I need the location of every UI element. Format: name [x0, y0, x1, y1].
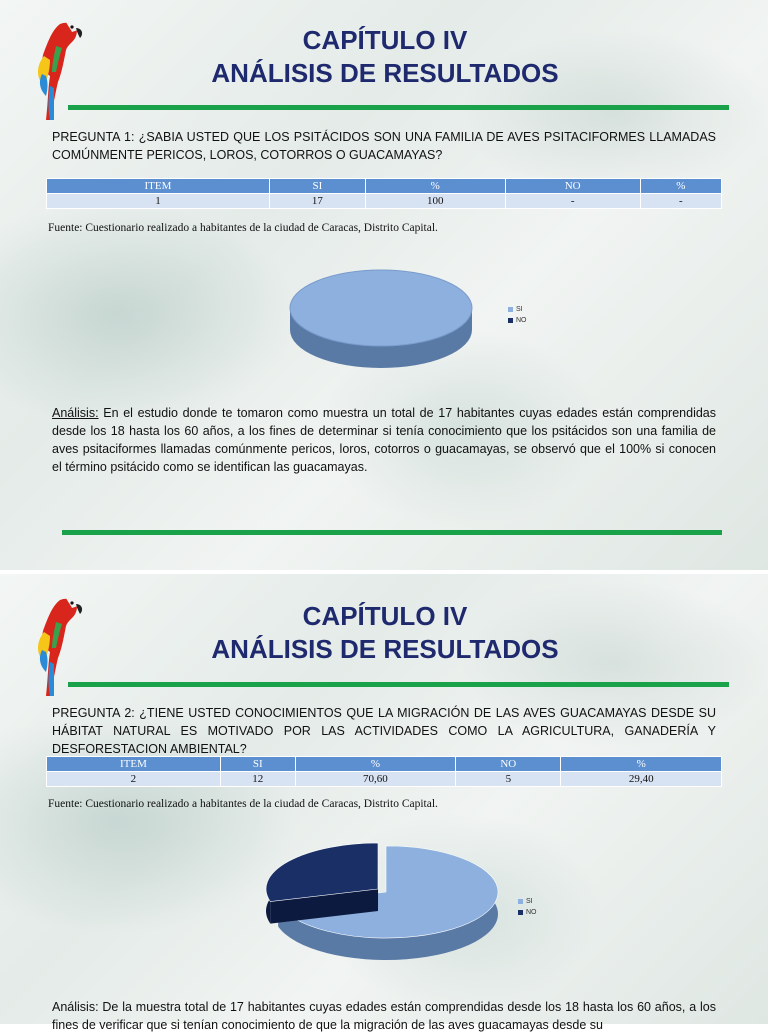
legend-label: NO: [526, 909, 537, 916]
header-cell: %: [295, 757, 456, 772]
table-cell: 2: [47, 772, 221, 787]
header-cell: SI: [269, 179, 365, 194]
header-cell: %: [640, 179, 721, 194]
pie-slice-no: [266, 843, 378, 924]
table-cell: 17: [269, 194, 365, 209]
page-title: [130, 24, 640, 90]
pie-chart-2: [258, 840, 508, 966]
table-header-row: [47, 179, 722, 194]
source-note: Fuente: Cuestionario realizado a habitantes de la ciudad de Caracas, Distrito Capital.: [48, 798, 438, 810]
page-title: [130, 600, 640, 666]
table-cell: -: [640, 194, 721, 209]
bottom-divider: [62, 530, 722, 535]
title-line-2: ANÁLISIS DE RESULTADOS: [211, 634, 559, 664]
title-divider: [68, 105, 729, 110]
legend-item-si: [518, 896, 537, 907]
slide-2: [0, 574, 768, 1032]
source-note: Fuente: Cuestionario realizado a habitantes de la ciudad de Caracas, Distrito Capital.: [48, 222, 438, 234]
table-cell: -: [505, 194, 640, 209]
table-row: [47, 772, 722, 787]
analysis-text: En el estudio donde te tomaron como muestra un total de 17 habitantes cuyas edades están comprendidas desde los 18 hasta los 60 años, a los fines de determinar si tenía conocimiento que los psitácidos son una familia de aves psitaciformes llamadas comúnmente pericos, loros, cotorros o guacamayas, se observó que el 100% si conocen el término psitácido como se identifican las guacamayas.: [52, 406, 716, 474]
table-header-row: [47, 757, 722, 772]
results-table: [46, 756, 722, 787]
legend-item-no: [508, 315, 527, 326]
table-cell: 1: [47, 194, 270, 209]
legend-label: SI: [516, 306, 523, 313]
legend-label: NO: [516, 317, 527, 324]
header-cell: %: [561, 757, 722, 772]
question-text: PREGUNTA 2: ¿TIENE USTED CONOCIMIENTOS QUE LA MIGRACIÓN DE LAS AVES GUACAMAYAS DESDE SU HÁBITAT NATURAL ES MOTIVADO POR LAS ACTIVIDADES COMO LA AGRICULTURA, GANADERÍA Y DESFORESTACION AMBIENTAL?: [52, 706, 716, 756]
analysis-label: Análisis:: [52, 1000, 99, 1014]
legend-swatch-si: [518, 899, 523, 904]
table-cell: 5: [456, 772, 561, 787]
legend-swatch-no: [508, 318, 513, 323]
analysis-paragraph: [52, 404, 716, 476]
legend-label: SI: [526, 898, 533, 905]
header-cell: ITEM: [47, 757, 221, 772]
title-line-2: ANÁLISIS DE RESULTADOS: [211, 58, 559, 88]
table-cell: 100: [365, 194, 505, 209]
legend-swatch-si: [508, 307, 513, 312]
header-cell: NO: [505, 179, 640, 194]
title-line-1: CAPÍTULO IV: [302, 601, 468, 631]
pie-chart-1: [280, 262, 490, 374]
table-row: [47, 194, 722, 209]
header-cell: %: [365, 179, 505, 194]
analysis-paragraph: [52, 998, 716, 1034]
legend-item-si: [508, 304, 527, 315]
legend-item-no: [518, 907, 537, 918]
header-cell: ITEM: [47, 179, 270, 194]
pie-slice-si: [290, 270, 472, 368]
table-cell: 70,60: [295, 772, 456, 787]
analysis-text: De la muestra total de 17 habitantes cuyas edades están comprendidas desde los 18 hasta los 60 años, a los fines de verificar que si tenían conocimiento de que la migración de las aves guacamayas desde su: [52, 1000, 716, 1032]
chart-legend: [508, 304, 527, 326]
chart-legend: [518, 896, 537, 918]
title-line-1: CAPÍTULO IV: [302, 25, 468, 55]
header-cell: NO: [456, 757, 561, 772]
table-cell: 29,40: [561, 772, 722, 787]
question-text: PREGUNTA 1: ¿SABIA USTED QUE LOS PSITÁCIDOS SON UNA FAMILIA DE AVES PSITACIFORMES LLAMADAS COMÚNMENTE PERICOS, LOROS, COTORROS O GUACAMAYAS?: [52, 130, 716, 162]
title-divider: [68, 682, 729, 687]
results-table: [46, 178, 722, 209]
header-cell: SI: [220, 757, 295, 772]
analysis-label: Análisis:: [52, 406, 99, 420]
table-cell: 12: [220, 772, 295, 787]
legend-swatch-no: [518, 910, 523, 915]
